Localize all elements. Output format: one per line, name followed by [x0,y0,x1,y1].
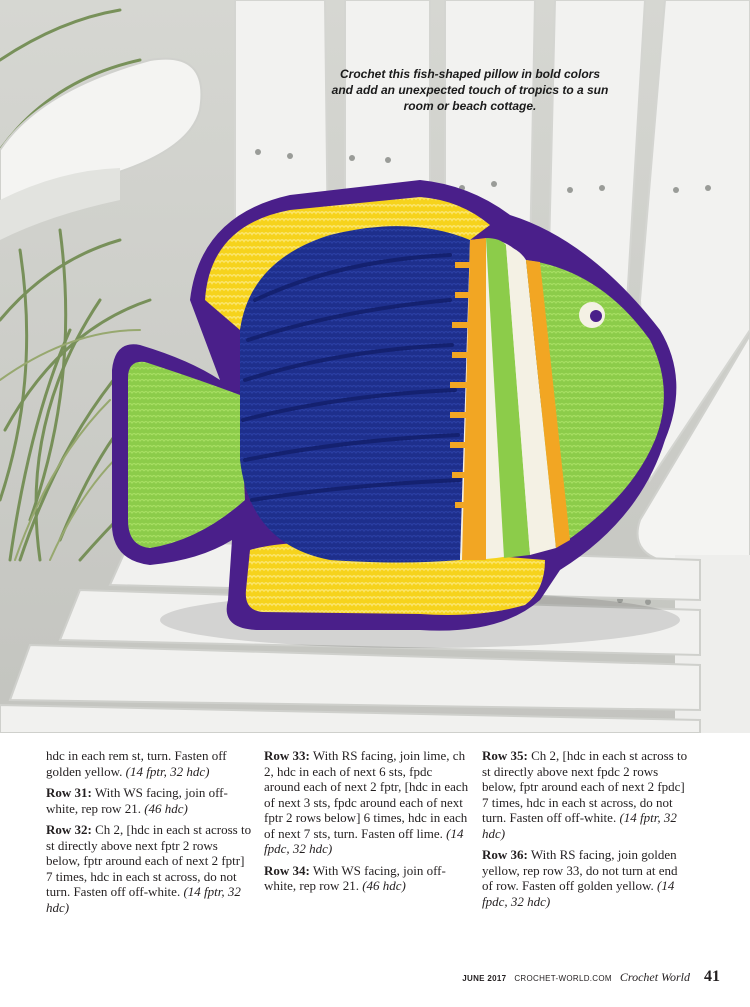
instruction-row-36: Row 36: With RS facing, join golden yellow, rep row 33, do not turn at end of row. Fasten off golden yellow. (14 fpdc, 32 hdc) [482,847,678,909]
instruction-row-32: Row 32: Ch 2, [hdc in each st across to st directly above next fptr 2 rows below, fptr around each of next 2 fptr] 7 times, hdc in each st across, do not turn. Fasten off off-white. (14 fptr, 32 hdc) [46,822,252,915]
column-3 [482,748,688,915]
column-2 [264,748,470,900]
page-footer [430,968,720,984]
instruction-row-31: Row 31: With WS facing, join off-white, rep row 21. (46 hdc) [46,785,228,816]
pattern-instructions [46,748,706,948]
instruction-row-34: Row 34: With WS facing, join off-white, rep row 21. (46 hdc) [264,862,446,893]
instruction-paragraph: hdc in each rem st, turn. Fasten off golden yellow. (14 fptr, 32 hdc) [46,748,227,779]
instruction-row-33: Row 33: With RS facing, join lime, ch 2, hdc in each of next 6 sts, fpdc around each of next 2 fptr, [hdc in each of next 3 sts, fpdc around each of next fptr 2 rows below] 6 times, hdc in each of next 7 sts, turn. Fasten off lime. (14 fpdc, 32 hdc) [264,748,469,856]
instruction-row-35: Row 35: Ch 2, [hdc in each st across to st directly above next fpdc 2 rows below, fptr around each of next 2 fpdc] 7 times, hdc in each st across, do not turn. Fasten off off-white. (14 fptr, 32 hdc) [482,748,688,841]
issue-date: JUNE 2017 [462,974,507,983]
website-link[interactable]: CROCHET-WORLD.COM [514,974,612,983]
column-1 [46,748,252,921]
page-number: 41 [704,968,720,985]
photo-caption: Crochet this fish-shaped pillow in bold colors and add an unexpected touch of tropics to a sun room or beach cottage. [331,67,609,113]
magazine-name: Crochet World [619,970,690,984]
